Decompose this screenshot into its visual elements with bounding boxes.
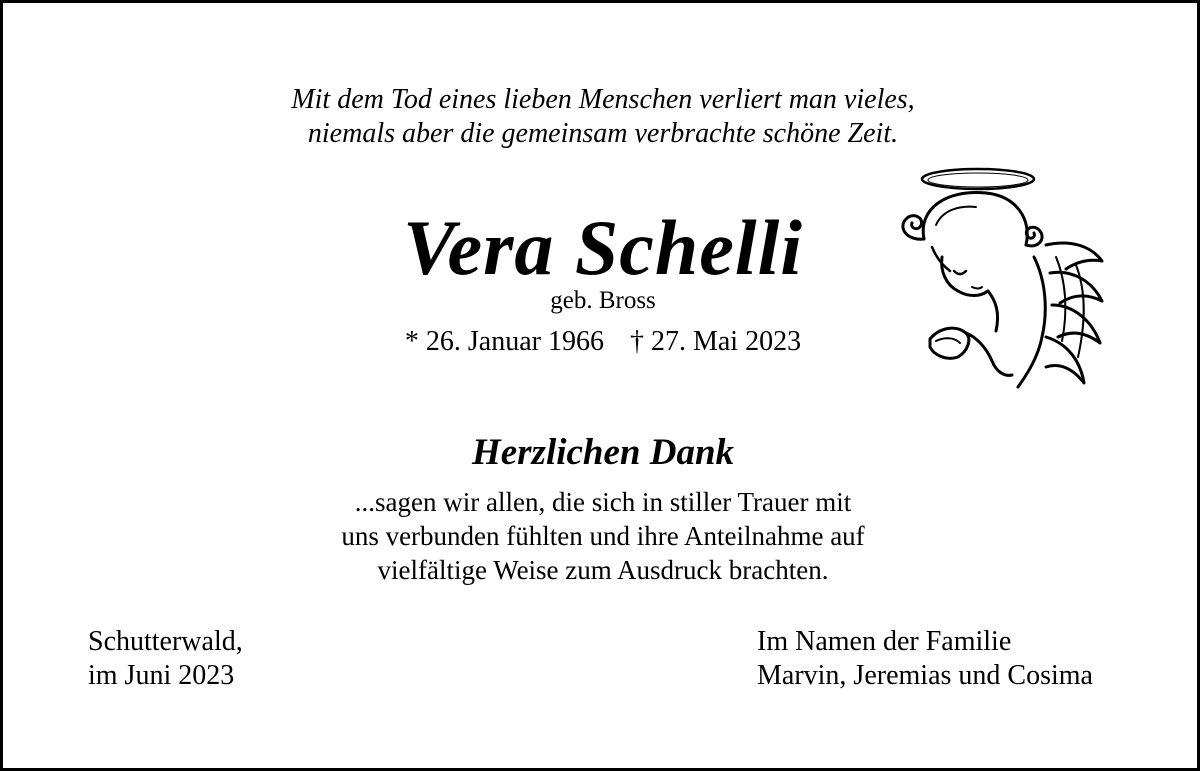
thanks-line-3: vielfältige Weise zum Ausdruck brachten. (377, 555, 829, 585)
deceased-name: Vera Schelli (403, 204, 803, 291)
place-date (88, 625, 243, 693)
family-signature (757, 625, 1093, 693)
death-date: † 27. Mai 2023 (629, 326, 802, 357)
thanks-line-1: ...sagen wir allen, die sich in stiller Trauer mit (354, 487, 852, 517)
thanks-message (3, 485, 1200, 587)
family-names: Marvin, Jeremias und Cosima (757, 660, 1093, 691)
praying-angel-icon (896, 161, 1111, 396)
place-line: Schutterwald, (88, 626, 243, 657)
family-intro: Im Namen der Familie (757, 626, 1012, 657)
quote-line-1: Mit dem Tod eines lieben Menschen verliert man vieles, (291, 84, 915, 115)
date-line: im Juni 2023 (88, 660, 235, 691)
quote-line-2: niemals aber die gemeinsam verbrachte schöne Zeit. (307, 118, 899, 149)
memorial-quote (3, 83, 1200, 151)
birth-date: * 26. Januar 1966 (404, 326, 604, 357)
thanks-line-2: uns verbunden fühlten und ihre Anteilnahme auf (341, 521, 865, 551)
maiden-name: geb. Bross (550, 287, 656, 314)
thanks-heading: Herzlichen Dank (471, 432, 735, 473)
